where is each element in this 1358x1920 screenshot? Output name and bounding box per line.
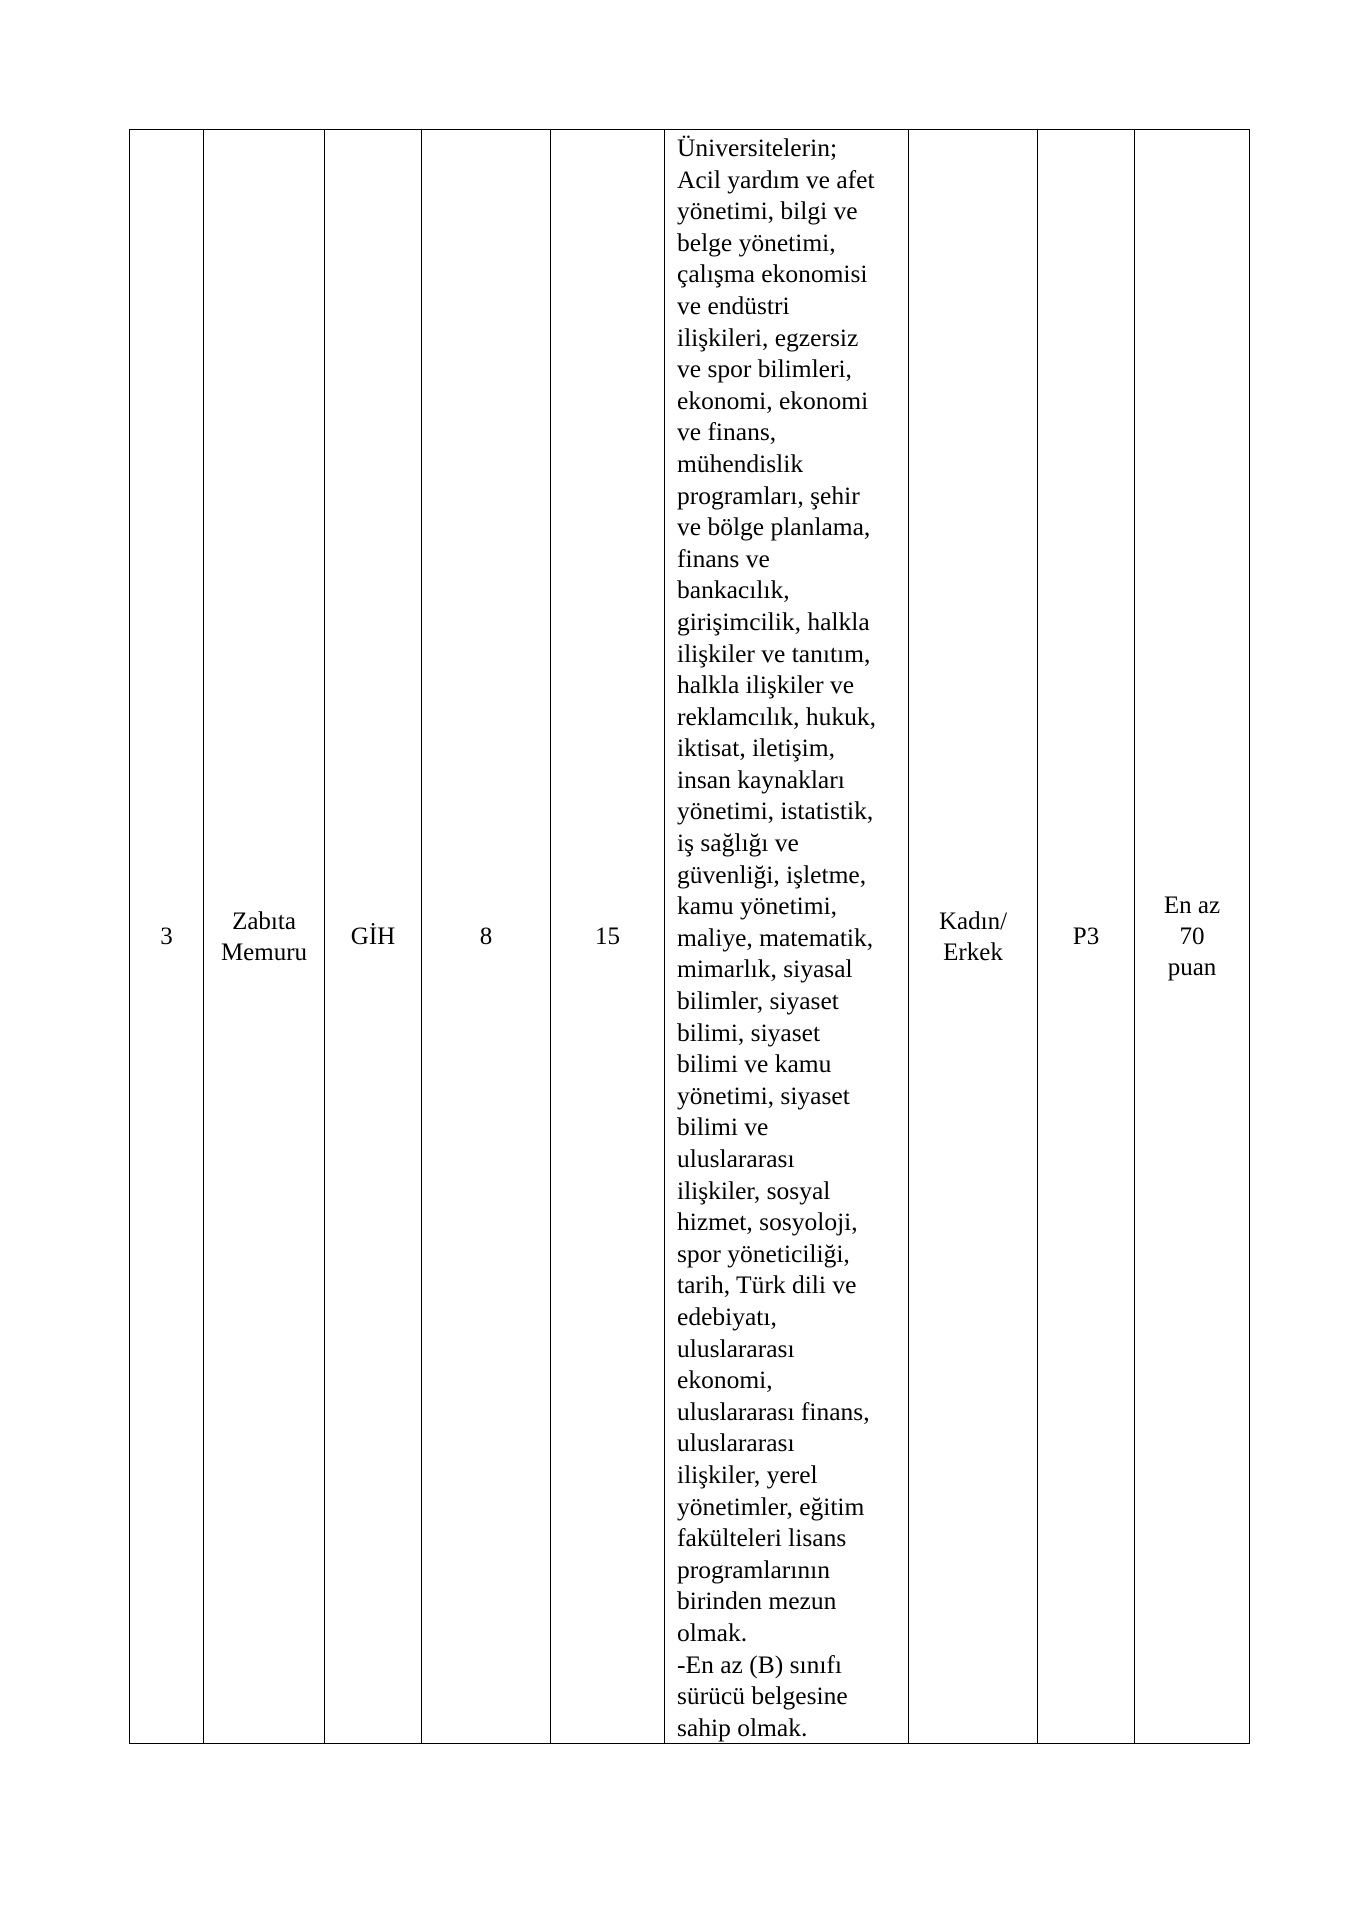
position-table (129, 129, 1250, 1744)
requirement-line: programları, şehir (677, 480, 860, 510)
requirement-line: tarih, Türk dili ve (677, 1270, 857, 1300)
requirement-line: hizmet, sosyoloji, (677, 1207, 858, 1237)
requirement-line: iktisat, iletişim, (677, 733, 835, 763)
requirements-cell (665, 130, 909, 1744)
requirement-line: reklamcılık, hukuk, (677, 701, 876, 731)
requirement-line: belge yönetimi, (677, 227, 836, 257)
requirement-line: halkla ilişkiler ve (677, 670, 855, 700)
position-count: 15 (551, 130, 665, 1744)
requirement-line: maliye, matematik, (677, 922, 874, 952)
requirement-line: güvenliği, işletme, (677, 859, 867, 889)
requirement-line: iş sağlığı ve (677, 828, 799, 858)
requirement-line: Acil yardım ve afet (677, 164, 875, 194)
service-class: GİH (325, 130, 422, 1744)
staff-degree: 8 (422, 130, 551, 1744)
requirement-line: insan kaynakları (677, 764, 845, 794)
gender-text: Kadın/ Erkek (938, 907, 1008, 966)
requirement-line: bilimi ve (677, 1112, 769, 1142)
requirement-line: kamu yönetimi, (677, 891, 838, 921)
position-title-text: Zabıta Memuru (220, 907, 308, 966)
requirement-line: ve bölge planlama, (677, 512, 871, 542)
requirement-line: bankacılık, (677, 575, 790, 605)
requirement-line: yönetimi, siyaset (677, 1080, 850, 1110)
requirement-line: mühendislik (677, 448, 804, 478)
table-row (130, 130, 1250, 1744)
requirement-line: bilimler, siyaset (677, 986, 839, 1016)
requirement-line: çalışma ekonomisi (677, 259, 868, 289)
requirement-line: -En az (B) sınıfı (677, 1649, 842, 1679)
requirement-line: ilişkiler ve tanıtım, (677, 638, 871, 668)
requirement-line: edebiyatı, (677, 1301, 777, 1331)
gender (909, 130, 1038, 1744)
requirement-line: bilimi, siyaset (677, 1017, 821, 1047)
requirement-line: girişimcilik, halkla (677, 606, 870, 636)
requirement-line: uluslararası (677, 1428, 795, 1458)
requirement-line: sürücü belgesine (677, 1681, 848, 1711)
requirement-line: birinden mezun (677, 1586, 837, 1616)
requirement-line: programlarının (677, 1554, 830, 1584)
requirement-line: ilişkileri, egzersiz (677, 322, 859, 352)
requirement-line: uluslararası finans, (677, 1396, 870, 1426)
requirement-line: sahip olmak. (677, 1712, 808, 1742)
minimum-score-text: En az 70 puan (1163, 892, 1221, 982)
position-title (204, 130, 325, 1744)
score-type: P3 (1038, 130, 1135, 1744)
requirement-line: ilişkiler, sosyal (677, 1175, 831, 1205)
requirement-line: olmak. (677, 1617, 748, 1647)
requirement-line: ekonomi, ekonomi (677, 385, 869, 415)
requirement-line: spor yöneticiliği, (677, 1238, 850, 1268)
requirement-line: ve endüstri (677, 290, 790, 320)
requirement-line: yönetimler, eğitim (677, 1491, 865, 1521)
requirement-line: yönetimi, bilgi ve (677, 196, 858, 226)
requirement-line: fakülteleri lisans (677, 1523, 847, 1553)
requirement-line: Üniversitelerin; (677, 133, 838, 162)
requirement-line: ve spor bilimleri, (677, 354, 852, 384)
row-number: 3 (130, 130, 204, 1744)
requirement-line: yönetimi, istatistik, (677, 796, 874, 826)
requirement-line: uluslararası (677, 1144, 795, 1173)
requirement-line: bilimi ve kamu (677, 1049, 832, 1079)
requirement-line: ilişkiler, yerel (677, 1459, 818, 1489)
requirement-line: ve finans, (677, 417, 777, 447)
requirement-line: uluslararası (677, 1333, 795, 1363)
requirement-line: mimarlık, siyasal (677, 954, 853, 984)
requirement-line: finans ve (677, 543, 770, 573)
minimum-score (1135, 130, 1250, 1744)
requirement-line: ekonomi, (677, 1365, 773, 1395)
